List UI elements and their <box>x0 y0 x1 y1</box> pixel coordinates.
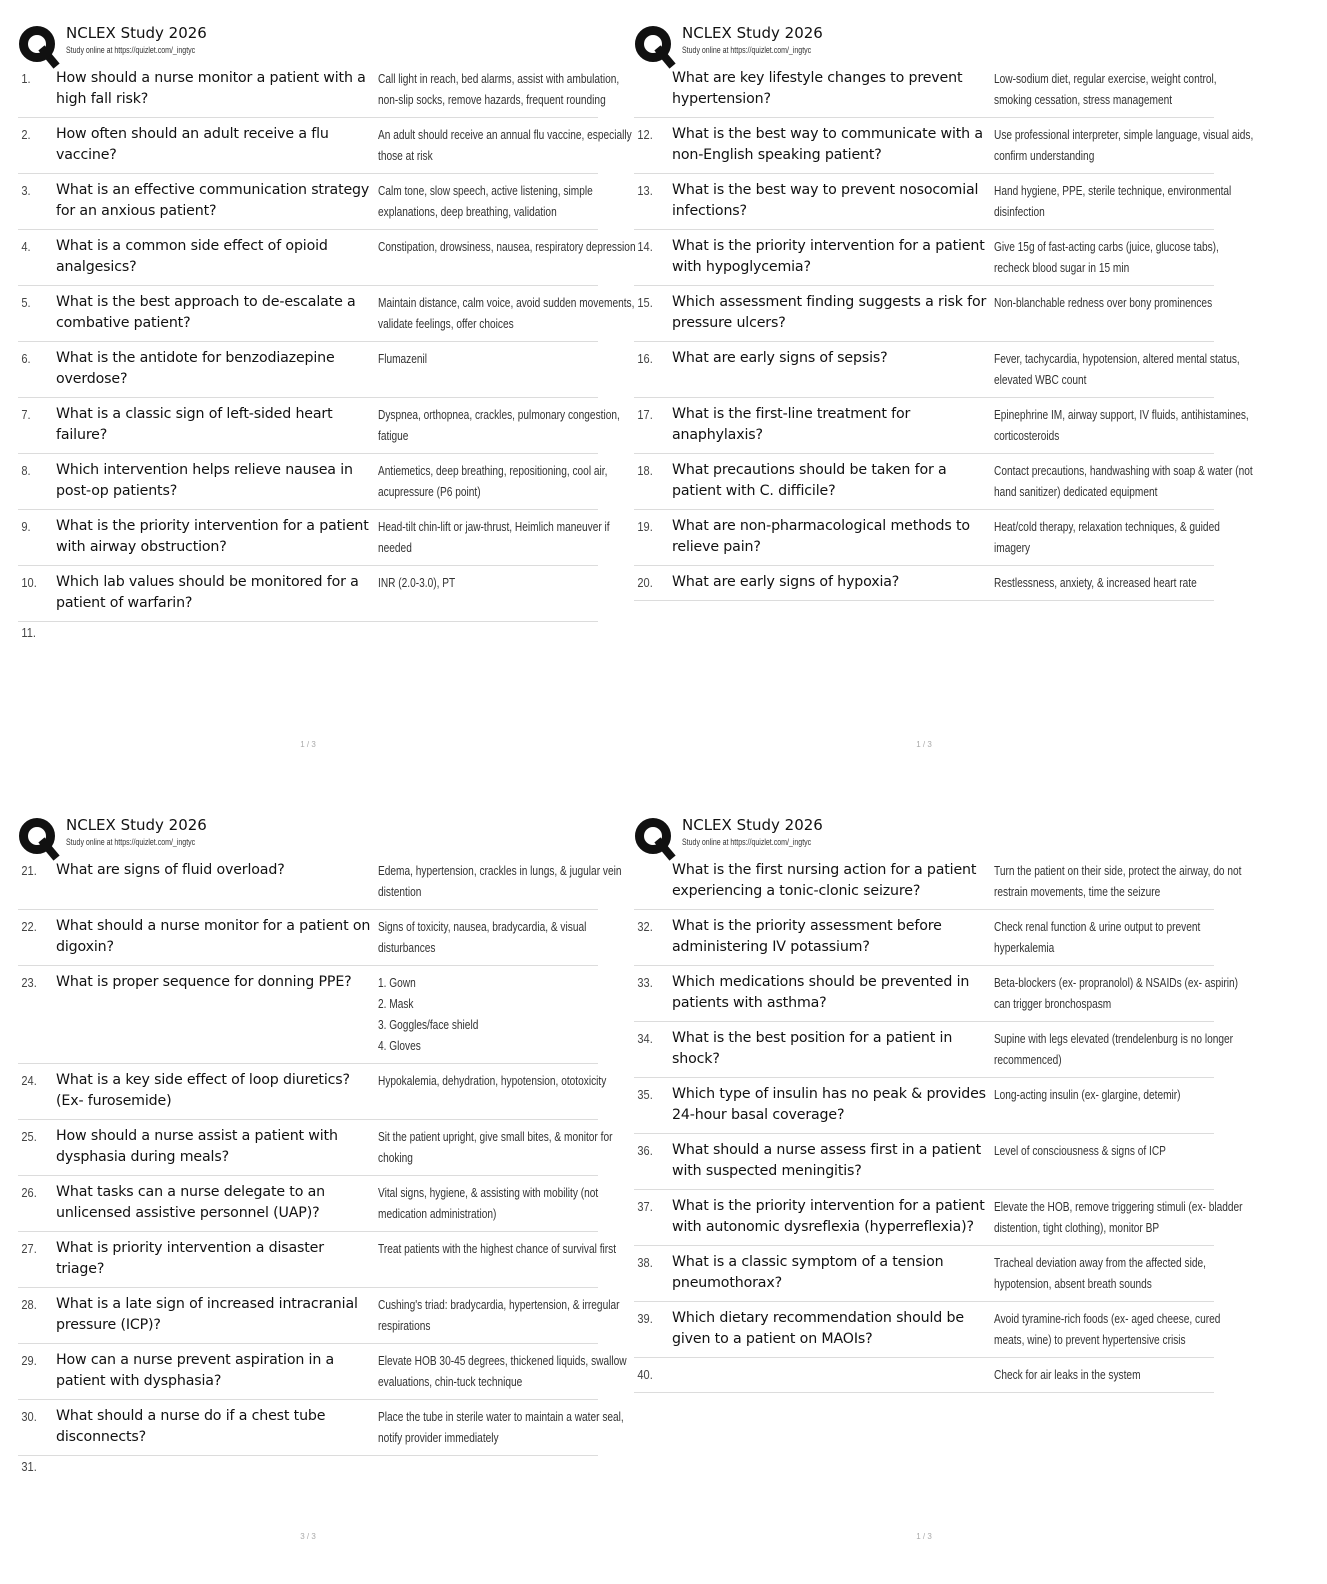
card-answer <box>992 1364 1254 1385</box>
card-answer-text: Sit the patient upright, give small bites, & monitor for choking <box>378 1129 613 1165</box>
card-question: How should a nurse monitor a patient with a high fall risk? <box>56 70 366 107</box>
card-answer-text: Beta-blockers (ex- propranolol) & NSAIDs (ex- aspirin) can trigger bronchospasm <box>994 975 1239 1011</box>
card-answer <box>376 292 638 334</box>
card-question: What is the priority intervention for a patient with airway obstruction? <box>56 518 369 555</box>
card-number: 40. <box>637 1367 653 1382</box>
card-number: 30. <box>21 1409 37 1424</box>
card-question: How can a nurse prevent aspiration in a patient with dysphasia? <box>56 1352 335 1389</box>
page-header <box>18 22 598 62</box>
flashcard-row <box>634 1134 1214 1190</box>
flashcard-row <box>18 1400 624 1456</box>
card-question: Which type of insulin has no peak & provides 24-hour basal coverage? <box>672 1086 986 1123</box>
card-answer-text: Signs of toxicity, nausea, bradycardia, & visual disturbances <box>378 919 587 955</box>
flashcard-row <box>634 1190 1243 1246</box>
card-number: 37. <box>637 1199 653 1214</box>
card-answer <box>992 572 1254 593</box>
card-number: 18. <box>637 463 653 478</box>
card-answer-text: Epinephrine IM, airway support, IV fluids, antihistamines, corticosteroids <box>994 407 1249 443</box>
card-number: 19. <box>637 519 653 534</box>
flashcard-row <box>18 1232 617 1288</box>
card-list <box>18 854 627 1456</box>
card-answer <box>376 1070 638 1091</box>
card-number: 13. <box>637 183 653 198</box>
card-answer <box>992 1140 1254 1161</box>
flashcard-row <box>18 118 632 174</box>
flashcard-row <box>18 1120 613 1176</box>
card-number: 28. <box>21 1297 37 1312</box>
page-3 <box>18 814 627 1574</box>
card-answer <box>992 180 1254 222</box>
card-answer <box>992 236 1254 278</box>
card-question: What is a classic sign of left-sided heart failure? <box>56 406 333 443</box>
card-answer <box>992 1084 1254 1105</box>
page-4 <box>634 814 1243 1574</box>
page-1 <box>18 22 636 782</box>
flashcard-row <box>634 566 1214 601</box>
flashcard-row <box>18 454 608 510</box>
card-answer <box>376 860 638 902</box>
card-answer <box>376 348 638 369</box>
card-number: 6. <box>21 351 31 366</box>
card-list <box>634 854 1243 1393</box>
flashcard-row <box>18 174 598 230</box>
flashcard-row <box>634 1358 1214 1393</box>
card-question: What is the best approach to de-escalate a combative patient? <box>56 294 356 331</box>
card-number: 7. <box>21 407 31 422</box>
flashcard-row <box>18 1064 607 1120</box>
card-answer <box>992 972 1254 1014</box>
card-answer <box>376 1406 638 1448</box>
card-number: 29. <box>21 1353 37 1368</box>
card-question: Which medications should be prevented in patients with asthma? <box>672 974 970 1011</box>
card-question: What is the antidote for benzodiazepine overdose? <box>56 350 335 387</box>
flashcard-row <box>18 398 620 454</box>
card-number: 32. <box>637 919 653 934</box>
card-question: What is the priority intervention for a patient with hypoglycemia? <box>672 238 985 275</box>
card-answer-text: Cushing's triad: bradycardia, hypertension, & irregular respirations <box>378 1297 620 1333</box>
flashcard-row <box>634 854 1242 910</box>
card-question: What are non-pharmacological methods to relieve pain? <box>672 518 970 555</box>
card-question: What should a nurse monitor for a patient on digoxin? <box>56 918 371 955</box>
card-answer <box>376 1294 638 1336</box>
card-answer-text: Give 15g of fast-acting carbs (juice, glucose tabs), recheck blood sugar in 15 min <box>994 239 1219 275</box>
flashcard-row <box>18 62 620 118</box>
flashcard-row <box>634 1302 1221 1358</box>
card-answer-text: Maintain distance, calm voice, avoid sudden movements, validate feelings, offer choices <box>378 295 635 331</box>
card-answer-text: Fever, tachycardia, hypotension, altered mental status, elevated WBC count <box>994 351 1240 387</box>
card-number: 20. <box>637 575 653 590</box>
card-question: How often should an adult receive a flu vaccine? <box>56 126 329 163</box>
card-answer <box>992 1028 1254 1070</box>
page-header <box>634 22 1214 62</box>
flashcard-row <box>634 62 1217 118</box>
card-answer-text: 1. Gown 2. Mask 3. Goggles/face shield 4. Gloves <box>378 975 479 1053</box>
card-answer-text: Turn the patient on their side, protect the airway, do not restrain movements, time the seizure <box>994 863 1242 899</box>
study-link[interactable]: Study online at https://quizlet.com/_ingtyc <box>682 45 812 55</box>
flashcard-row <box>18 342 598 398</box>
card-answer <box>376 236 638 257</box>
card-question: What should a nurse assess first in a patient with suspected meningitis? <box>672 1142 982 1179</box>
card-answer <box>992 1308 1254 1350</box>
page-number: 1 / 3 <box>916 740 932 749</box>
card-answer-text: Vital signs, hygiene, & assisting with mobility (not medication administration) <box>378 1185 599 1221</box>
card-number: 10. <box>21 575 37 590</box>
card-question: What is the priority intervention for a patient with autonomic dysreflexia (hyperreflexia)? <box>672 1198 985 1235</box>
card-answer-text: Calm tone, slow speech, active listening, simple explanations, deep breathing, validation <box>378 183 593 219</box>
card-question: What is the best way to prevent nosocomial infections? <box>672 182 979 219</box>
flashcard-row <box>634 966 1239 1022</box>
card-answer <box>376 1182 638 1224</box>
card-question: What is the first-line treatment for anaphylaxis? <box>672 406 911 443</box>
deck-title: NCLEX Study 2026 <box>66 24 207 42</box>
card-number: 16. <box>637 351 653 366</box>
flashcard-row <box>18 286 635 342</box>
card-answer-text: Supine with legs elevated (trendelenburg is no longer recommenced) <box>994 1031 1234 1067</box>
flashcard-row <box>18 966 598 1064</box>
card-answer <box>992 292 1254 313</box>
card-number: 12. <box>637 127 653 142</box>
card-answer-text: Dyspnea, orthopnea, crackles, pulmonary congestion, fatigue <box>378 407 620 443</box>
flashcard-row <box>634 286 1214 342</box>
card-number: 33. <box>637 975 653 990</box>
quizlet-logo-icon <box>634 25 674 65</box>
card-question: Which intervention helps relieve nausea in post-op patients? <box>56 462 353 499</box>
flashcard-row <box>18 1176 598 1232</box>
flashcard-row <box>18 510 610 566</box>
card-answer <box>992 1252 1254 1294</box>
card-answer-text: Contact precautions, handwashing with soap & water (not hand sanitizer) dedicated equipment <box>994 463 1253 499</box>
card-number: 27. <box>21 1241 37 1256</box>
page-header <box>18 814 598 854</box>
card-answer-text: Long-acting insulin (ex- glargine, detemir) <box>994 1087 1181 1102</box>
card-number: 23. <box>21 975 37 990</box>
card-answer <box>376 180 638 222</box>
card-answer-text: Non-blanchable redness over bony prominences <box>994 295 1213 310</box>
card-answer-text: Call light in reach, bed alarms, assist with ambulation, non-slip socks, remove hazards, frequent rounding <box>378 71 620 107</box>
flashcard-row <box>634 398 1249 454</box>
flashcard-row <box>18 230 636 286</box>
quizlet-logo-icon <box>634 817 674 857</box>
card-question: What is the best way to communicate with a non-English speaking patient? <box>672 126 983 163</box>
page-number: 1 / 3 <box>916 1532 932 1541</box>
card-answer-text: Constipation, drowsiness, nausea, respiratory depression <box>378 239 636 254</box>
card-question: What is the first nursing action for a patient experiencing a tonic-clonic seizure? <box>672 862 977 899</box>
deck-title: NCLEX Study 2026 <box>66 816 207 834</box>
card-question: What is a common side effect of opioid analgesics? <box>56 238 328 275</box>
card-number: 35. <box>637 1087 653 1102</box>
card-answer-text: Antiemetics, deep breathing, repositioning, cool air, acupressure (P6 point) <box>378 463 608 499</box>
card-number: 8. <box>21 463 31 478</box>
card-question: Which dietary recommendation should be given to a patient on MAOIs? <box>672 1310 964 1347</box>
card-answer-text: Avoid tyramine-rich foods (ex- aged cheese, cured meats, wine) to prevent hypertensive crisis <box>994 1311 1221 1347</box>
card-answer <box>376 916 638 958</box>
card-answer <box>992 916 1254 958</box>
card-answer-text: Treat patients with the highest chance of survival first <box>378 1241 617 1256</box>
flashcard-row <box>634 174 1232 230</box>
study-link[interactable]: Study online at https://quizlet.com/_ingtyc <box>66 837 196 847</box>
flashcard-row <box>18 566 598 622</box>
card-number: 26. <box>21 1185 37 1200</box>
quizlet-logo-icon <box>18 25 58 65</box>
flashcard-row <box>634 342 1240 398</box>
study-link[interactable]: Study online at https://quizlet.com/_ingtyc <box>682 837 812 847</box>
card-answer <box>376 1126 638 1168</box>
flashcard-row <box>634 230 1219 286</box>
card-answer-text: Tracheal deviation away from the affected side, hypotension, absent breath sounds <box>994 1255 1206 1291</box>
card-answer-text: Low-sodium diet, regular exercise, weight control, smoking cessation, stress management <box>994 71 1217 107</box>
card-answer-text: Level of consciousness & signs of ICP <box>994 1143 1166 1158</box>
card-number: 14. <box>637 239 653 254</box>
card-number: 39. <box>637 1311 653 1326</box>
card-answer <box>992 348 1254 390</box>
flashcard-row <box>18 1288 620 1344</box>
flashcard-row <box>634 1022 1234 1078</box>
card-question: What is proper sequence for donning PPE? <box>56 974 352 990</box>
card-answer <box>992 124 1254 166</box>
flashcard-row <box>634 1246 1214 1302</box>
card-question: What are signs of fluid overload? <box>56 862 285 878</box>
deck-title: NCLEX Study 2026 <box>682 24 823 42</box>
card-number: 25. <box>21 1129 37 1144</box>
card-number: 34. <box>637 1031 653 1046</box>
trailing-number: 31. <box>21 1459 37 1474</box>
card-question: What are early signs of hypoxia? <box>672 574 900 590</box>
page-number: 1 / 3 <box>300 740 316 749</box>
card-answer <box>992 516 1254 558</box>
card-question: What is an effective communication strategy for an anxious patient? <box>56 182 370 219</box>
card-number: 36. <box>637 1143 653 1158</box>
card-question: What precautions should be taken for a patient with C. difficile? <box>672 462 947 499</box>
card-answer <box>376 516 638 558</box>
card-answer <box>992 460 1254 502</box>
card-answer-text: Restlessness, anxiety, & increased heart rate <box>994 575 1197 590</box>
card-answer <box>376 68 638 110</box>
card-number: 24. <box>21 1073 37 1088</box>
flashcard-row <box>634 118 1254 174</box>
card-answer-text: Hypokalemia, dehydration, hypotension, ototoxicity <box>378 1073 607 1088</box>
card-number: 38. <box>637 1255 653 1270</box>
card-question: What is the best position for a patient in shock? <box>672 1030 953 1067</box>
card-number: 15. <box>637 295 653 310</box>
page-number: 3 / 3 <box>300 1532 316 1541</box>
card-answer <box>376 404 638 446</box>
study-link[interactable]: Study online at https://quizlet.com/_ingtyc <box>66 45 196 55</box>
card-answer-text: Check renal function & urine output to prevent hyperkalemia <box>994 919 1201 955</box>
card-answer <box>376 972 638 1056</box>
card-question: What is priority intervention a disaster triage? <box>56 1240 324 1277</box>
card-question: Which lab values should be monitored for a patient of warfarin? <box>56 574 359 611</box>
card-answer-text: INR (2.0-3.0), PT <box>378 575 456 590</box>
card-question: What is a key side effect of loop diuretics? (Ex- furosemide) <box>56 1072 350 1109</box>
card-answer-text: Use professional interpreter, simple language, visual aids, confirm understanding <box>994 127 1254 163</box>
card-number: 2. <box>21 127 31 142</box>
card-list <box>634 62 1254 601</box>
quizlet-logo-icon <box>18 817 58 857</box>
card-number: 17. <box>637 407 653 422</box>
card-list <box>18 62 636 622</box>
flashcard-row <box>18 854 622 910</box>
flashcard-row <box>634 454 1253 510</box>
card-answer-text: Flumazenil <box>378 351 428 366</box>
card-answer-text: An adult should receive an annual flu vaccine, especially those at risk <box>378 127 632 163</box>
card-answer-text: Head-tilt chin-lift or jaw-thrust, Heimlich maneuver if needed <box>378 519 610 555</box>
card-answer <box>992 68 1254 110</box>
flashcard-row <box>18 1344 627 1400</box>
card-number: 3. <box>21 183 31 198</box>
card-answer <box>992 860 1254 902</box>
flashcard-row <box>18 910 598 966</box>
card-question: What is a late sign of increased intracranial pressure (ICP)? <box>56 1296 358 1333</box>
card-question: What is a classic symptom of a tension pneumothorax? <box>672 1254 944 1291</box>
card-answer-text: Place the tube in sterile water to maintain a water seal, notify provider immediately <box>378 1409 624 1445</box>
flashcard-row <box>634 910 1214 966</box>
card-question: What is the priority assessment before administering IV potassium? <box>672 918 942 955</box>
card-answer <box>376 572 638 593</box>
page-header <box>634 814 1214 854</box>
card-answer-text: Elevate HOB 30-45 degrees, thickened liquids, swallow evaluations, chin-tuck technique <box>378 1353 627 1389</box>
card-question: What are key lifestyle changes to prevent hypertension? <box>672 70 963 107</box>
card-answer-text: Heat/cold therapy, relaxation techniques, & guided imagery <box>994 519 1220 555</box>
card-number: 5. <box>21 295 31 310</box>
card-answer <box>992 1196 1254 1238</box>
card-answer <box>376 1350 638 1392</box>
card-number: 1. <box>21 71 31 86</box>
card-question: What should a nurse do if a chest tube disconnects? <box>56 1408 326 1445</box>
card-answer <box>992 404 1254 446</box>
card-answer-text: Elevate the HOB, remove triggering stimuli (ex- bladder distention, tight clothing), monitor BP <box>994 1199 1243 1235</box>
page-2 <box>634 22 1254 782</box>
card-answer-text: Check for air leaks in the system <box>994 1367 1141 1382</box>
flashcard-row <box>634 1078 1214 1134</box>
card-answer-text: Edema, hypertension, crackles in lungs, & jugular vein distention <box>378 863 622 899</box>
card-question: What tasks can a nurse delegate to an unlicensed assistive personnel (UAP)? <box>56 1184 325 1221</box>
card-number: 21. <box>21 863 37 878</box>
card-answer <box>376 460 638 502</box>
card-number: 9. <box>21 519 31 534</box>
card-answer-text: Hand hygiene, PPE, sterile technique, environmental disinfection <box>994 183 1232 219</box>
card-number: 22. <box>21 919 37 934</box>
card-number: 4. <box>21 239 31 254</box>
card-question: How should a nurse assist a patient with dysphasia during meals? <box>56 1128 338 1165</box>
card-question: Which assessment finding suggests a risk for pressure ulcers? <box>672 294 987 331</box>
flashcard-row <box>634 510 1220 566</box>
card-question: What are early signs of sepsis? <box>672 350 888 366</box>
deck-title: NCLEX Study 2026 <box>682 816 823 834</box>
trailing-number: 11. <box>21 625 36 640</box>
card-answer <box>376 124 638 166</box>
card-answer <box>376 1238 638 1259</box>
